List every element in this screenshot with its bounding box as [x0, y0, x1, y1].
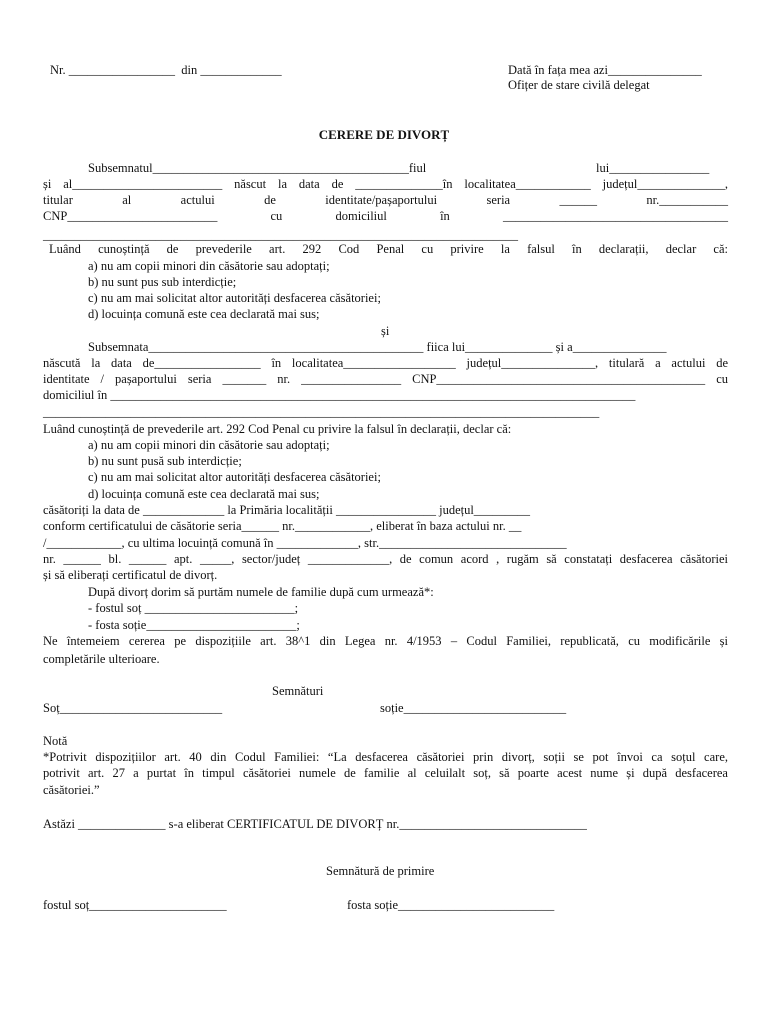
note-line-1 — [0, 749, 768, 765]
husband-line-3 — [0, 192, 768, 208]
ex-husband-row — [0, 600, 768, 616]
husband-item-row — [0, 274, 768, 290]
wife-line-1 — [0, 339, 768, 355]
header-row — [0, 62, 768, 78]
wife-line-2 — [0, 355, 768, 371]
husband-birth-field: și al________________________ născut la data de ______________în localitatea____________ județul______________, — [43, 177, 728, 191]
last-residence-field: /____________, cu ultima locuință comună în _____________, str.______________________________ — [43, 536, 567, 550]
wife-birth-field: născută la data de_________________ în localitatea__________________ județul_______________, titulară a actului de — [43, 356, 728, 370]
husband-item-d: d) locuința comună este cea declarată mai sus; — [88, 307, 320, 321]
names-row — [0, 584, 768, 600]
husband-declaration: Luând cunoștință de prevederile art. 292 Cod Penal cu privire la falsul în declarații, declar că: — [49, 242, 728, 256]
husband-signature-field: Soț__________________________ — [43, 701, 223, 715]
receipt-title-row — [0, 863, 768, 879]
husband-item-row — [0, 258, 768, 274]
husband-declaration-row — [0, 241, 768, 257]
husband-name-field: Subsemnatul_________________________________________fiul — [88, 161, 427, 175]
husband-cnp-field: CNP________________________ cu domiciliul în ____________________________________ — [43, 209, 728, 223]
and-label: și — [381, 324, 390, 338]
husband-item-row — [0, 306, 768, 322]
ex-wife-receipt-signature: fosta soție_________________________ — [347, 898, 555, 912]
husband-item-c: c) nu am mai solicitat altor autorități desfacerea căsătoriei; — [88, 291, 381, 305]
note-text-2: potrivit art. 27 a purtat în timpul căsătoriei numele de familie al celuilalt soț, să poarte acest nume și după desfacerea — [43, 766, 728, 780]
names-intro: După divorț dorim să purtăm numele de familie după cum urmează*: — [88, 585, 434, 599]
signatures-row — [0, 700, 768, 716]
officer-label: Ofițer de stare civilă delegat — [508, 78, 650, 92]
registration-number-field: Nr. _________________ din _____________ — [50, 63, 282, 77]
joint-line-5 — [0, 567, 768, 583]
wife-line-3 — [0, 371, 768, 387]
husband-id-field: titular al actului de identitate/pașaportului seria ______ nr.___________ — [43, 193, 728, 207]
wife-line-5 — [0, 404, 768, 420]
wife-address-field: domiciliul în ____________________________________________________________________________________ — [43, 388, 636, 402]
ex-husband-receipt-signature: fostul soț______________________ — [43, 898, 227, 912]
husband-line-2 — [0, 176, 768, 192]
husband-father-field: lui________________ — [596, 161, 710, 175]
note-title: Notă — [43, 734, 68, 748]
officer-row — [0, 77, 768, 93]
and-row — [0, 323, 768, 339]
joint-line-4 — [0, 551, 768, 567]
husband-item-row — [0, 290, 768, 306]
marriage-date-field: căsătoriți la data de _____________ la Primăria localității ________________ județul_________ — [43, 503, 531, 517]
document-title-row — [0, 127, 768, 143]
note-text-3: căsătoriei.” — [43, 783, 100, 797]
certificate-row — [0, 816, 768, 832]
wife-item-c: c) nu am mai solicitat altor autorități desfacerea căsătoriei; — [88, 470, 381, 484]
husband-line-1 — [0, 160, 768, 176]
legal-basis-row-2 — [0, 651, 768, 667]
husband-line-4 — [0, 208, 768, 224]
joint-line-1 — [0, 502, 768, 518]
joint-line-2 — [0, 518, 768, 534]
date-field: Dată în fața mea azi_______________ — [508, 63, 702, 77]
wife-declaration-row — [0, 421, 768, 437]
ex-husband-name-field: - fostul soț ________________________; — [88, 601, 299, 615]
signatures-title: Semnături — [272, 684, 324, 698]
note-line-2 — [0, 765, 768, 781]
joint-line-3 — [0, 535, 768, 551]
wife-item-a: a) nu am copii minori din căsătorie sau adoptați; — [88, 438, 330, 452]
wife-item-b: b) nu sunt pusă sub interdicție; — [88, 454, 242, 468]
wife-name-field: Subsemnata____________________________________________ fiica lui______________ și a_______________ — [88, 340, 667, 354]
wife-item-d: d) locuința comună este cea declarată mai sus; — [88, 487, 320, 501]
ex-wife-row — [0, 617, 768, 633]
wife-signature-field: soție__________________________ — [380, 701, 567, 715]
certificate-field: Astăzi ______________ s-a eliberat CERTIFICATUL DE DIVORȚ nr.______________________________ — [43, 817, 587, 831]
signatures-title-row — [0, 683, 768, 699]
wife-item-row — [0, 453, 768, 469]
legal-basis-text: Ne întemeiem cererea pe dispozițiile art. 38^1 din Legea nr. 4/1953 – Codul Familiei, republicată, cu modificările și — [43, 634, 728, 648]
wife-declaration: Luând cunoștință de prevederile art. 292 Cod Penal cu privire la falsul în declarații, declar că: — [43, 422, 512, 436]
note-text-1: *Potrivit dispozițiilor art. 40 din Codul Familiei: “La desfacerea căsătoriei prin divorț, soții se pot învoi ca soțul care, — [43, 750, 728, 764]
husband-item-b: b) nu sunt pus sub interdicție; — [88, 275, 237, 289]
residence-details-field: nr. ______ bl. ______ apt. _____, sector/județ _____________, de comun acord , rugăm să constatați desfacerea căsătoriei — [43, 552, 728, 566]
legal-basis-text-2: completările ulterioare. — [43, 652, 160, 666]
note-line-3 — [0, 782, 768, 798]
ex-wife-name-field: - fosta soție________________________; — [88, 618, 300, 632]
document-title: CERERE DE DIVORȚ — [318, 127, 450, 142]
wife-id-field: identitate / pașaportului seria _______ nr. ________________ CNP___________________________________________ cu — [43, 372, 728, 386]
wife-item-row — [0, 437, 768, 453]
marriage-certificate-field: conform certificatului de căsătorie seria______ nr.____________, eliberat în baza actului nr. __ — [43, 519, 522, 533]
wife-item-row — [0, 469, 768, 485]
husband-address-field: ____________________________________________________________________________ — [43, 228, 518, 242]
note-title-row — [0, 733, 768, 749]
husband-item-a: a) nu am copii minori din căsătorie sau adoptați; — [88, 259, 330, 273]
wife-address-cont-field: _________________________________________________________________________________________ — [43, 405, 600, 419]
wife-line-4 — [0, 387, 768, 403]
receipt-row — [0, 897, 768, 913]
legal-basis-row — [0, 633, 768, 649]
receipt-title: Semnătură de primire — [326, 864, 435, 878]
wife-item-row — [0, 486, 768, 502]
request-text: și să eliberați certificatul de divorț. — [43, 568, 218, 582]
